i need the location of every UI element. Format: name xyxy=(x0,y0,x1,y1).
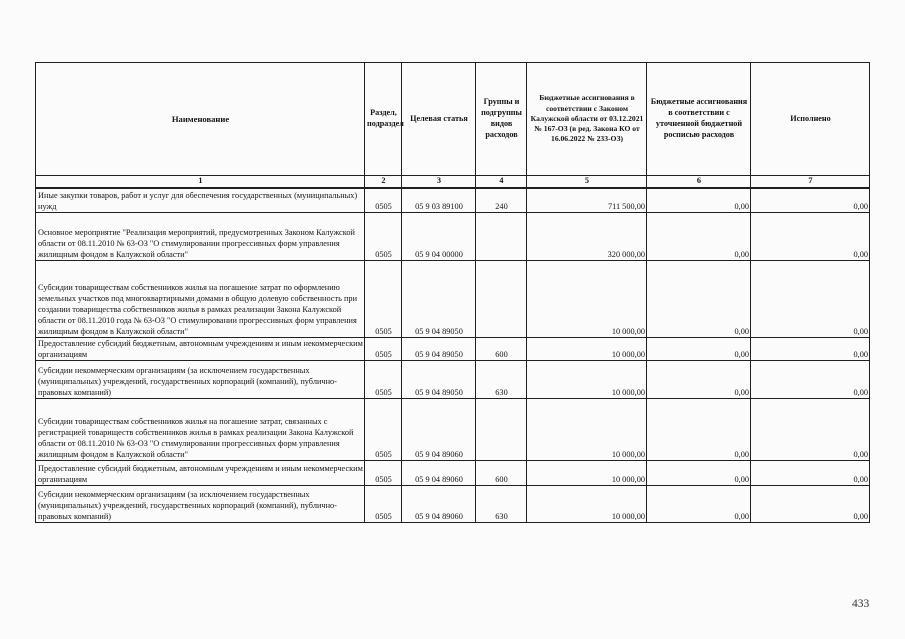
header-name: Наименование xyxy=(36,63,365,176)
row-group: 630 xyxy=(476,486,527,523)
row-law-amount: 711 500,00 xyxy=(527,188,647,213)
budget-table xyxy=(35,62,870,523)
row-executed-amount: 0,00 xyxy=(751,338,870,361)
table-row xyxy=(36,213,870,261)
column-number: 6 xyxy=(647,176,751,188)
row-law-amount: 10 000,00 xyxy=(527,361,647,399)
table-row xyxy=(36,261,870,338)
column-number: 7 xyxy=(751,176,870,188)
table-row xyxy=(36,461,870,486)
row-section: 0505 xyxy=(365,461,402,486)
header-section: Раздел, подраздел xyxy=(365,63,402,176)
row-section: 0505 xyxy=(365,188,402,213)
row-name: Субсидии товариществам собственников жилья на погашение затрат по оформлению земельных участков под многоквартирными домами в общую долевую собственность при создании товарищества собственников жилья в рамках реализации Закона Калужской области от 08.11.2010 года № 63-ОЗ "О стимулировании прогрессивных форм управления жилищным фондом в Калужской области" xyxy=(36,261,365,338)
page-number: 433 xyxy=(852,598,870,610)
row-target: 05 9 04 00000 xyxy=(402,213,476,261)
row-section: 0505 xyxy=(365,261,402,338)
row-name: Субсидии некоммерческим организациям (за исключением государственных (муниципальных) учреждений, государственных корпораций (компаний), публично-правовых компаний) xyxy=(36,486,365,523)
row-target: 05 9 04 89060 xyxy=(402,461,476,486)
row-name: Предоставление субсидий бюджетным, автономным учреждениям и иным некоммерческим организациям xyxy=(36,461,365,486)
row-target: 05 9 04 89050 xyxy=(402,261,476,338)
header-law-appropriations: Бюджетные ассигнования в соответствии с Законом Калужской области от 03.12.2021 № 167-ОЗ (в ред. Закона КО от 16.06.2022 № 233-ОЗ) xyxy=(527,63,647,176)
row-law-amount: 10 000,00 xyxy=(527,399,647,461)
column-number: 1 xyxy=(36,176,365,188)
row-law-amount: 10 000,00 xyxy=(527,486,647,523)
column-number: 5 xyxy=(527,176,647,188)
table-row xyxy=(36,338,870,361)
row-refined-amount: 0,00 xyxy=(647,399,751,461)
row-group xyxy=(476,399,527,461)
row-group: 630 xyxy=(476,361,527,399)
row-executed-amount: 0,00 xyxy=(751,188,870,213)
header-target: Целевая статья xyxy=(402,63,476,176)
table-header-row xyxy=(36,63,870,176)
row-group xyxy=(476,261,527,338)
row-target: 05 9 03 89100 xyxy=(402,188,476,213)
column-number: 3 xyxy=(402,176,476,188)
row-refined-amount: 0,00 xyxy=(647,361,751,399)
header-executed: Исполнено xyxy=(751,63,870,176)
row-law-amount: 10 000,00 xyxy=(527,261,647,338)
row-section: 0505 xyxy=(365,338,402,361)
row-law-amount: 10 000,00 xyxy=(527,338,647,361)
row-law-amount: 320 000,00 xyxy=(527,213,647,261)
row-executed-amount: 0,00 xyxy=(751,461,870,486)
row-refined-amount: 0,00 xyxy=(647,261,751,338)
row-refined-amount: 0,00 xyxy=(647,461,751,486)
row-refined-amount: 0,00 xyxy=(647,486,751,523)
row-name: Основное мероприятие "Реализация мероприятий, предусмотренных Законом Калужской области от 08.11.2010 № 63-ОЗ "О стимулировании прогрессивных форм управления жилищным фондом в Калужской области" xyxy=(36,213,365,261)
table-row xyxy=(36,399,870,461)
row-executed-amount: 0,00 xyxy=(751,261,870,338)
row-group xyxy=(476,213,527,261)
row-name: Иные закупки товаров, работ и услуг для обеспечения государственных (муниципальных) нужд xyxy=(36,188,365,213)
row-target: 05 9 04 89060 xyxy=(402,399,476,461)
header-refined-appropriations: Бюджетные ассигнования в соответствии с уточненной бюджетной росписью расходов xyxy=(647,63,751,176)
row-section: 0505 xyxy=(365,486,402,523)
row-executed-amount: 0,00 xyxy=(751,361,870,399)
column-number: 4 xyxy=(476,176,527,188)
row-name: Предоставление субсидий бюджетным, автономным учреждениям и иным некоммерческим организациям xyxy=(36,338,365,361)
row-law-amount: 10 000,00 xyxy=(527,461,647,486)
row-executed-amount: 0,00 xyxy=(751,486,870,523)
row-section: 0505 xyxy=(365,399,402,461)
table-row xyxy=(36,188,870,213)
row-refined-amount: 0,00 xyxy=(647,213,751,261)
row-target: 05 9 04 89050 xyxy=(402,338,476,361)
row-group: 600 xyxy=(476,338,527,361)
row-name: Субсидии некоммерческим организациям (за исключением государственных (муниципальных) учреждений, государственных корпораций (компаний), публично-правовых компаний) xyxy=(36,361,365,399)
column-number-row xyxy=(36,176,870,188)
header-groups: Группы и подгруппы видов расходов xyxy=(476,63,527,176)
row-group: 240 xyxy=(476,188,527,213)
table-row xyxy=(36,486,870,523)
row-section: 0505 xyxy=(365,213,402,261)
row-section: 0505 xyxy=(365,361,402,399)
row-target: 05 9 04 89050 xyxy=(402,361,476,399)
row-executed-amount: 0,00 xyxy=(751,213,870,261)
column-number: 2 xyxy=(365,176,402,188)
row-group: 600 xyxy=(476,461,527,486)
row-refined-amount: 0,00 xyxy=(647,338,751,361)
row-refined-amount: 0,00 xyxy=(647,188,751,213)
table-row xyxy=(36,361,870,399)
row-executed-amount: 0,00 xyxy=(751,399,870,461)
row-name: Субсидии товариществам собственников жилья на погашение затрат, связанных с регистрацией товариществ собственников жилья в рамках реализации Закона Калужской области от 08.11.2010 № 63-ОЗ "О стимулировании прогрессивных форм управления жилищным фондом в Калужской области" xyxy=(36,399,365,461)
row-target: 05 9 04 89060 xyxy=(402,486,476,523)
